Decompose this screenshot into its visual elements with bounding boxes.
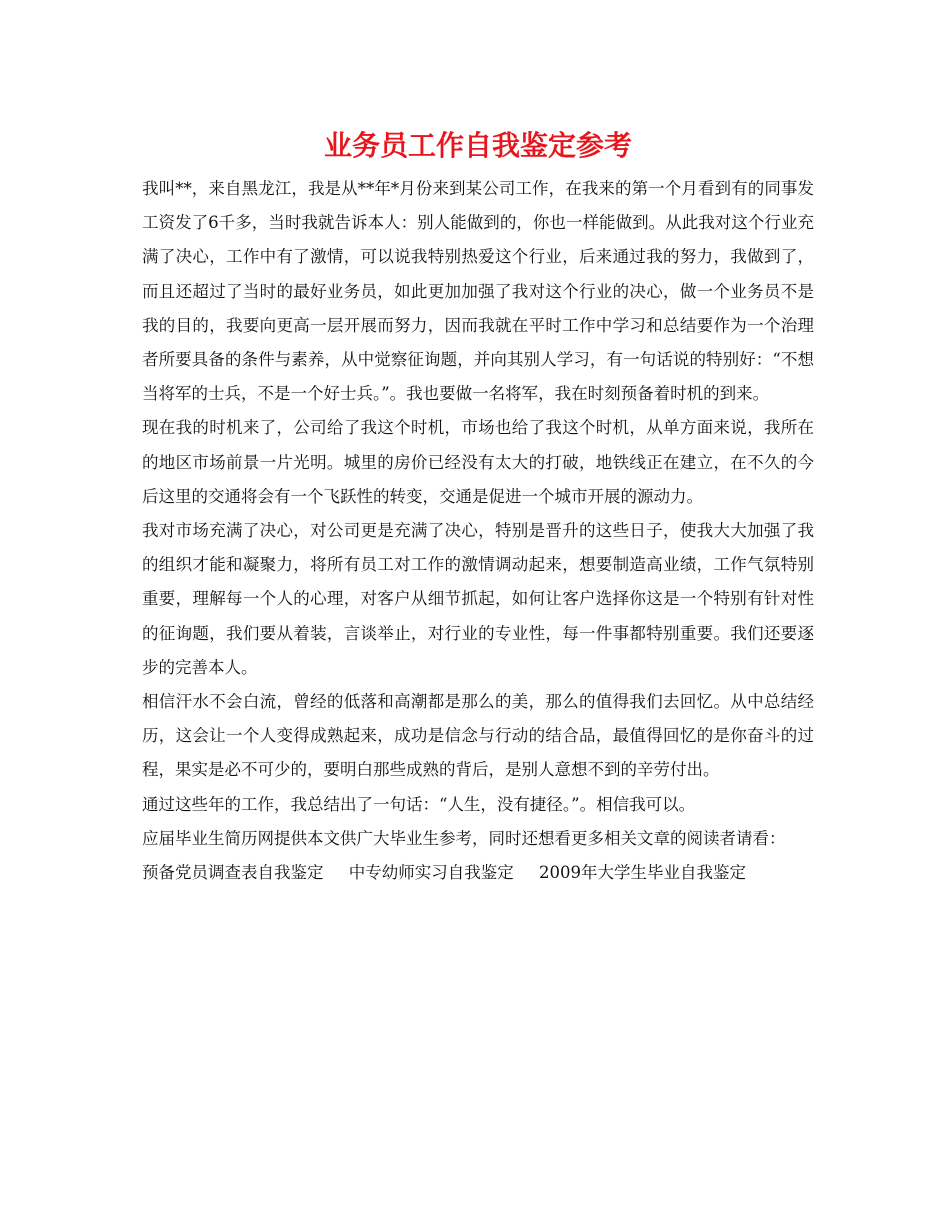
paragraph-source-note: 应届毕业生简历网提供本文供广大毕业生参考，同时还想看更多相关文章的阅读者请看： bbox=[142, 828, 786, 848]
paragraph-conclusion: 通过这些年的工作，我总结出了一句话：“人生，没有捷径。”。相信我可以。 bbox=[142, 794, 696, 814]
related-link-kindergarten-teacher-internship[interactable]: 中专幼师实习自我鉴定 bbox=[348, 863, 514, 883]
paragraph-opportunity: 现在我的时机来了，公司给了我这个时机，市场也给了我这个时机，从单方面来说，我所在的地区市场前景一片光明。城里的房价已经没有太大的打破，地铁线正在建立，在不久的今后这里的交通将会有一个飞跃性的转变，交通是促进一个城市开展的源动力。 bbox=[142, 418, 814, 506]
paragraph-reflection: 相信汗水不会白流，曾经的低落和高潮都是那么的美，那么的值得我们去回忆。从中总结经历，这会让一个人变得成熟起来，成功是信念与行动的结合品，最值得回忆的是你奋斗的过程，果实是必不可少的，要明白那些成熟的背后，是别人意想不到的辛劳付出。 bbox=[142, 692, 814, 780]
related-link-probationary-party-member[interactable]: 预备党员调查表自我鉴定 bbox=[142, 863, 324, 883]
paragraph-confidence: 我对市场充满了决心，对公司更是充满了决心，特别是晋升的这些日子，使我大大加强了我的组织才能和凝聚力，将所有员工对工作的激情调动起来，想要制造高业绩，工作气氛特别重要，理解每一个人的心理，对客户从细节抓起，如何让客户选择你这是一个特别有针对性的征询题，我们要从着装，言谈举止，对行业的专业性，每一件事都特别重要。我们还要逐步的完善本人。 bbox=[142, 521, 814, 677]
related-links bbox=[142, 856, 814, 890]
document-page bbox=[142, 120, 814, 890]
paragraph-introduction: 我叫**，来自黑龙江，我是从**年*月份来到某公司工作，在我来的第一个月看到有的同事发工资发了6千多，当时我就告诉本人：别人能做到的，你也一样能做到。从此我对这个行业充满了决心，工作中有了激情，可以说我特别热爱这个行业，后来通过我的努力，我做到了，而且还超过了当时的最好业务员，如此更加加强了我对这个行业的决心，做一个业务员不是我的目的，我要向更高一层开展而努力，因而我就在平时工作中学习和总结要作为一个治理者所要具备的条件与素养，从中觉察征询题，并向其别人学习，有一句话说的特别好：“不想当将军的士兵，不是一个好士兵。”。我也要做一名将军，我在时刻预备着时机的到来。 bbox=[142, 179, 814, 404]
document-title: 业务员工作自我鉴定参考 bbox=[323, 129, 632, 162]
related-link-graduate-self-assessment[interactable]: 2009年大学生毕业自我鉴定 bbox=[539, 863, 746, 883]
